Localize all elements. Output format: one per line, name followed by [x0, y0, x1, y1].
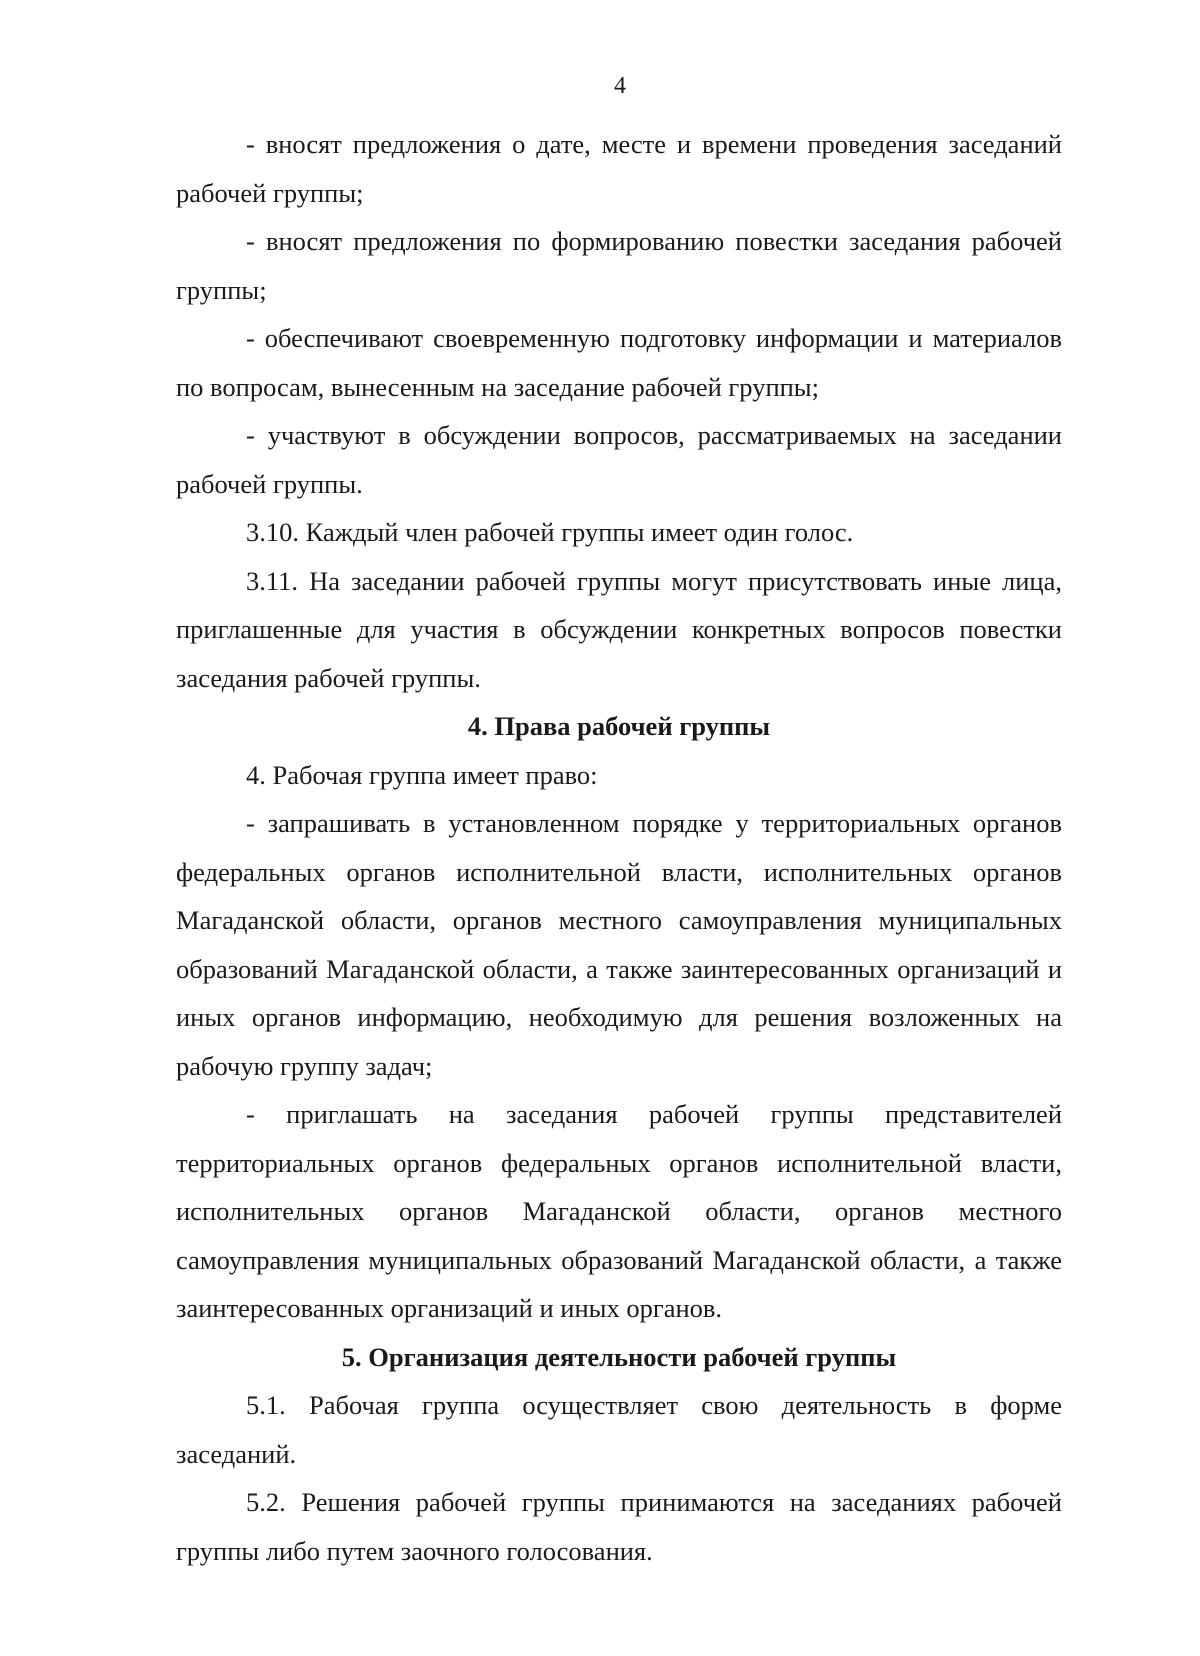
list-item-ensure-preparation: - обеспечивают своевременную подготовку информации и материалов по вопросам, вынесенным на заседание рабочей группы; — [176, 323, 1062, 402]
section-4-heading: 4. Права рабочей группы — [467, 711, 771, 741]
clause-5-2: 5.2. Решения рабочей группы принимаются на заседаниях рабочей группы либо путем заочного голосования. — [176, 1487, 1062, 1566]
section-5-heading: 5. Организация деятельности рабочей группы — [341, 1341, 897, 1372]
clause-5-1: 5.1. Рабочая группа осуществляет свою деятельность в форме заседаний. — [176, 1390, 1062, 1469]
list-item-invite-representatives: - приглашать на заседания рабочей группы представителей территориальных органов федеральных органов исполнительной власти, исполнительных органов Магаданской области, органов местного самоуправления муниципальных образований Магаданской области, а также заинтересованных организаций и иных органов. — [176, 1099, 1062, 1323]
page-number: 4 — [614, 73, 626, 99]
clause-4: 4. Рабочая группа имеет право: — [246, 759, 598, 790]
document-body — [176, 120, 1062, 1575]
list-item-participate-discussion: - участвуют в обсуждении вопросов, рассматриваемых на заседании рабочей группы. — [176, 420, 1062, 499]
list-item-request-information: - запрашивать в установленном порядке у территориальных органов федеральных органов исполнительной власти, исполнительных органов Магаданской области, органов местного самоуправления муниципальных образований Магаданской области, а также заинтересованных организаций и иных органов информацию, необходимую для решения возложенных на рабочую группу задач; — [176, 808, 1062, 1081]
list-item-proposals-date: - вносят предложения о дате, месте и времени проведения заседаний рабочей группы; — [176, 129, 1062, 208]
clause-3-11: 3.11. На заседании рабочей группы могут присутствовать иные лица, приглашенные для участия в обсуждении конкретных вопросов повестки заседания рабочей группы. — [176, 565, 1062, 693]
list-item-proposals-agenda: - вносят предложения по формированию повестки заседания рабочей группы; — [176, 226, 1062, 305]
clause-3-10: 3.10. Каждый член рабочей группы имеет один голос. — [246, 517, 854, 547]
